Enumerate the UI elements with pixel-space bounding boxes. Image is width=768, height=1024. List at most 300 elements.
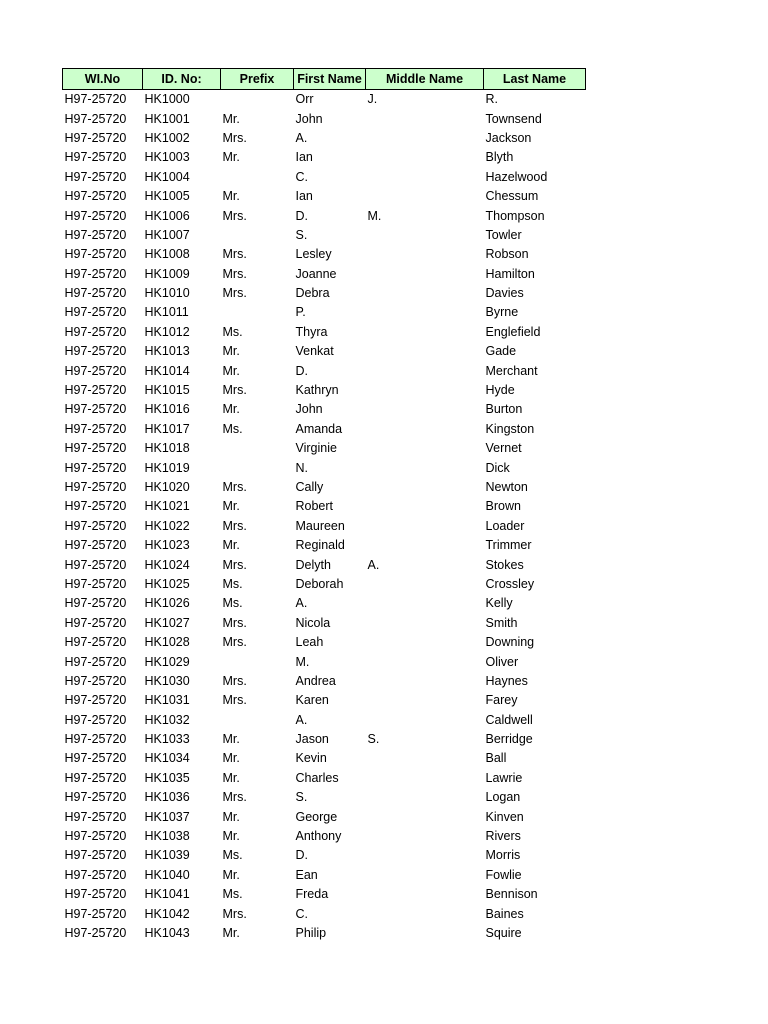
cell-id-no[interactable]: HK1006: [144, 208, 190, 223]
cell-first-name[interactable]: A.: [295, 130, 308, 145]
cell-id-no[interactable]: HK1039: [144, 848, 190, 863]
cell-middle-name[interactable]: [366, 458, 484, 477]
cell-id-no[interactable]: HK1001: [144, 111, 190, 126]
cell-first-name[interactable]: D.: [295, 848, 308, 863]
cell-first-name[interactable]: Joanne: [295, 266, 337, 281]
cell-first-name[interactable]: D.: [295, 363, 308, 378]
cell-last-name[interactable]: Blyth: [485, 150, 514, 165]
cell-prefix[interactable]: Mrs.: [222, 693, 247, 708]
cell-last-name[interactable]: Morris: [485, 848, 521, 863]
cell-last-name[interactable]: Oliver: [485, 654, 519, 669]
cell-first-name[interactable]: Jason: [295, 732, 329, 747]
cell-middle-name[interactable]: [366, 381, 484, 400]
cell-prefix[interactable]: Mr.: [222, 363, 240, 378]
cell-first-name[interactable]: Delyth: [295, 557, 331, 572]
cell-middle-name[interactable]: A.: [367, 557, 380, 572]
cell-prefix[interactable]: Mrs.: [222, 266, 247, 281]
cell-id-no[interactable]: HK1014: [144, 363, 190, 378]
cell-wi-no[interactable]: H97-25720: [64, 441, 127, 456]
cell-prefix[interactable]: Mrs.: [222, 247, 247, 262]
cell-wi-no[interactable]: H97-25720: [64, 712, 127, 727]
cell-prefix[interactable]: [221, 439, 294, 458]
cell-last-name[interactable]: Trimmer: [485, 538, 532, 553]
table-row: [63, 187, 586, 206]
cell-middle-name[interactable]: [366, 614, 484, 633]
cell-last-name[interactable]: Hazelwood: [485, 169, 548, 184]
cell-id-no[interactable]: HK1010: [144, 286, 190, 301]
cell-middle-name[interactable]: [366, 711, 484, 730]
cell-wi-no[interactable]: H97-25720: [64, 189, 127, 204]
cell-middle-name[interactable]: [366, 497, 484, 516]
cell-prefix[interactable]: Mr.: [222, 925, 240, 940]
cell-id-no[interactable]: HK1018: [144, 441, 190, 456]
cell-last-name[interactable]: Logan: [485, 790, 521, 805]
cell-first-name[interactable]: Debra: [295, 286, 330, 301]
cell-first-name[interactable]: John: [295, 402, 323, 417]
cell-last-name[interactable]: Bennison: [485, 887, 538, 902]
cell-first-name[interactable]: Thyra: [295, 324, 328, 339]
cell-middle-name[interactable]: [366, 594, 484, 613]
cell-prefix[interactable]: Mrs.: [222, 518, 247, 533]
cell-prefix[interactable]: Mrs.: [222, 480, 247, 494]
cell-middle-name[interactable]: [366, 652, 484, 671]
cell-prefix[interactable]: Mr.: [222, 111, 240, 126]
cell-middle-name[interactable]: [366, 129, 484, 148]
cell-middle-name[interactable]: S.: [367, 732, 380, 747]
table-row: [63, 749, 586, 768]
cell-id-no[interactable]: HK1002: [144, 130, 190, 145]
cell-prefix[interactable]: [221, 711, 294, 730]
cell-last-name[interactable]: Robson: [485, 247, 529, 262]
cell-middle-name[interactable]: [366, 284, 484, 303]
cell-wi-no[interactable]: H97-25720: [64, 92, 127, 107]
cell-last-name[interactable]: Crossley: [485, 576, 535, 591]
cell-first-name[interactable]: Cally: [295, 480, 324, 494]
table-row: [63, 206, 586, 225]
table-row: [63, 439, 586, 458]
cell-last-name[interactable]: Lawrie: [485, 770, 523, 785]
cell-prefix[interactable]: Mr.: [222, 189, 240, 204]
cell-wi-no[interactable]: H97-25720: [64, 363, 127, 378]
cell-id-no[interactable]: HK1037: [144, 809, 190, 824]
cell-wi-no[interactable]: H97-25720: [64, 130, 127, 145]
cell-id-no[interactable]: HK1043: [144, 925, 190, 940]
table-row: [63, 827, 586, 846]
cell-first-name[interactable]: Leah: [295, 635, 324, 650]
table-row: [63, 148, 586, 167]
cell-id-no[interactable]: HK1026: [144, 596, 190, 611]
cell-wi-no[interactable]: H97-25720: [64, 693, 127, 708]
cell-wi-no[interactable]: H97-25720: [64, 150, 127, 165]
cell-last-name[interactable]: Kelly: [485, 596, 513, 611]
cell-first-name[interactable]: Amanda: [295, 421, 343, 436]
cell-id-no[interactable]: HK1033: [144, 732, 190, 747]
cell-prefix[interactable]: [221, 458, 294, 477]
cell-middle-name[interactable]: [366, 265, 484, 284]
cell-last-name[interactable]: Jackson: [485, 130, 532, 145]
cell-wi-no[interactable]: H97-25720: [64, 790, 127, 805]
cell-first-name[interactable]: Anthony: [295, 829, 342, 844]
cell-prefix[interactable]: Mr.: [222, 867, 240, 882]
table-row: [63, 711, 586, 730]
cell-prefix[interactable]: Ms.: [222, 596, 243, 611]
cell-prefix[interactable]: Mr.: [222, 829, 240, 844]
cell-id-no[interactable]: HK1012: [144, 324, 190, 339]
cell-prefix[interactable]: Mrs.: [222, 130, 247, 145]
table-row: [63, 730, 586, 749]
cell-last-name[interactable]: Squire: [485, 925, 522, 940]
cell-middle-name[interactable]: [366, 788, 484, 807]
cell-prefix[interactable]: [221, 226, 294, 245]
cell-id-no[interactable]: HK1000: [144, 92, 190, 107]
cell-middle-name[interactable]: [366, 323, 484, 342]
cell-last-name[interactable]: Byrne: [485, 305, 519, 320]
table-row: [63, 129, 586, 148]
cell-id-no[interactable]: HK1022: [144, 518, 190, 533]
cell-id-no[interactable]: HK1040: [144, 867, 190, 882]
cell-id-no[interactable]: HK1016: [144, 402, 190, 417]
cell-wi-no[interactable]: H97-25720: [64, 596, 127, 611]
cell-last-name[interactable]: Brown: [485, 499, 521, 514]
cell-last-name[interactable]: Ball: [485, 751, 507, 766]
cell-wi-no[interactable]: H97-25720: [64, 576, 127, 591]
cell-last-name[interactable]: Downing: [485, 635, 535, 650]
cell-first-name[interactable]: Lesley: [295, 247, 332, 262]
cell-id-no[interactable]: HK1027: [144, 615, 190, 630]
cell-wi-no[interactable]: H97-25720: [64, 751, 127, 766]
cell-middle-name[interactable]: [366, 400, 484, 419]
cell-first-name[interactable]: C.: [295, 906, 308, 921]
cell-id-no[interactable]: HK1028: [144, 635, 190, 650]
cell-wi-no[interactable]: H97-25720: [64, 538, 127, 553]
cell-id-no[interactable]: HK1031: [144, 693, 190, 708]
cell-first-name[interactable]: S.: [295, 227, 308, 242]
cell-middle-name[interactable]: [366, 439, 484, 458]
cell-prefix[interactable]: Mrs.: [222, 635, 247, 650]
cell-middle-name[interactable]: [366, 633, 484, 652]
cell-last-name[interactable]: Farey: [485, 693, 518, 708]
cell-id-no[interactable]: HK1021: [144, 499, 190, 514]
header-row: [63, 69, 586, 90]
cell-id-no[interactable]: HK1017: [144, 421, 190, 436]
cell-last-name[interactable]: Dick: [485, 460, 510, 475]
cell-wi-no[interactable]: H97-25720: [64, 286, 127, 301]
cell-prefix[interactable]: Mr.: [222, 150, 240, 165]
cell-first-name[interactable]: S.: [295, 790, 308, 805]
cell-middle-name[interactable]: [366, 846, 484, 865]
cell-middle-name[interactable]: [366, 827, 484, 846]
table-header: [63, 69, 586, 90]
cell-last-name[interactable]: Hamilton: [485, 266, 535, 281]
cell-id-no[interactable]: HK1003: [144, 150, 190, 165]
cell-id-no[interactable]: HK1025: [144, 576, 190, 591]
cell-middle-name[interactable]: [366, 420, 484, 439]
table-row: [63, 400, 586, 419]
cell-wi-no[interactable]: H97-25720: [64, 829, 127, 844]
cell-wi-no[interactable]: H97-25720: [64, 208, 127, 223]
cell-last-name[interactable]: Baines: [485, 906, 524, 921]
cell-prefix[interactable]: Ms.: [222, 576, 243, 591]
cell-wi-no[interactable]: H97-25720: [64, 383, 127, 398]
cell-middle-name[interactable]: [366, 517, 484, 536]
cell-wi-no[interactable]: H97-25720: [64, 673, 127, 688]
table-row: [63, 168, 586, 187]
cell-wi-no[interactable]: H97-25720: [64, 460, 127, 475]
cell-middle-name[interactable]: [366, 187, 484, 206]
cell-last-name[interactable]: Rivers: [485, 829, 521, 844]
cell-last-name[interactable]: Newton: [485, 480, 528, 494]
table-row: [63, 904, 586, 923]
cell-wi-no[interactable]: H97-25720: [64, 402, 127, 417]
cell-first-name[interactable]: Robert: [295, 499, 334, 514]
cell-prefix[interactable]: Mr.: [222, 809, 240, 824]
cell-first-name[interactable]: Venkat: [295, 344, 334, 359]
table-row: [63, 866, 586, 885]
cell-prefix[interactable]: Ms.: [222, 887, 243, 902]
cell-last-name[interactable]: Caldwell: [485, 712, 533, 727]
cell-prefix[interactable]: Mr.: [222, 770, 240, 785]
cell-prefix[interactable]: Ms.: [222, 324, 243, 339]
cell-id-no[interactable]: HK1013: [144, 344, 190, 359]
cell-last-name[interactable]: Berridge: [485, 732, 533, 747]
cell-middle-name[interactable]: [366, 361, 484, 380]
cell-wi-no[interactable]: H97-25720: [64, 421, 127, 436]
cell-middle-name[interactable]: [366, 769, 484, 788]
cell-wi-no[interactable]: H97-25720: [64, 344, 127, 359]
cell-last-name[interactable]: Hyde: [485, 383, 515, 398]
cell-middle-name[interactable]: [366, 148, 484, 167]
cell-last-name[interactable]: Chessum: [485, 189, 539, 204]
cell-middle-name[interactable]: [366, 536, 484, 555]
table-row: [63, 594, 586, 613]
column-header-middle-name[interactable]: Middle Name: [366, 69, 484, 90]
cell-wi-no[interactable]: H97-25720: [64, 887, 127, 902]
cell-middle-name[interactable]: [366, 672, 484, 691]
cell-prefix[interactable]: Mrs.: [222, 615, 247, 630]
cell-id-no[interactable]: HK1036: [144, 790, 190, 805]
cell-middle-name[interactable]: [366, 342, 484, 361]
cell-first-name[interactable]: Deborah: [295, 576, 344, 591]
column-header-last-name[interactable]: Last Name: [484, 69, 586, 90]
cell-middle-name[interactable]: [366, 168, 484, 187]
cell-id-no[interactable]: HK1032: [144, 712, 190, 727]
cell-middle-name[interactable]: [366, 866, 484, 885]
cell-prefix[interactable]: Ms.: [222, 421, 243, 436]
cell-first-name[interactable]: Orr: [295, 92, 314, 107]
cell-first-name[interactable]: M.: [295, 654, 310, 669]
table-row: [63, 245, 586, 264]
cell-first-name[interactable]: George: [295, 809, 338, 824]
name-table: [62, 68, 586, 943]
table-row: [63, 633, 586, 652]
cell-middle-name[interactable]: J.: [367, 92, 378, 107]
cell-prefix[interactable]: Mrs.: [222, 286, 247, 301]
cell-first-name[interactable]: P.: [295, 305, 306, 320]
cell-first-name[interactable]: Karen: [295, 693, 329, 708]
cell-prefix[interactable]: [221, 90, 294, 110]
cell-wi-no[interactable]: H97-25720: [64, 615, 127, 630]
cell-middle-name[interactable]: [366, 303, 484, 322]
cell-first-name[interactable]: A.: [295, 712, 308, 727]
cell-prefix[interactable]: Mrs.: [222, 557, 247, 572]
cell-wi-no[interactable]: H97-25720: [64, 925, 127, 940]
cell-wi-no[interactable]: H97-25720: [64, 499, 127, 514]
cell-middle-name[interactable]: [366, 885, 484, 904]
cell-last-name[interactable]: Haynes: [485, 673, 528, 688]
cell-id-no[interactable]: HK1011: [144, 305, 189, 320]
cell-prefix[interactable]: Mr.: [222, 402, 240, 417]
table-row: [63, 555, 586, 574]
cell-last-name[interactable]: Loader: [485, 518, 525, 533]
table-row: [63, 226, 586, 245]
cell-id-no[interactable]: HK1023: [144, 538, 190, 553]
table-row: [63, 652, 586, 671]
cell-last-name[interactable]: Davies: [485, 286, 524, 301]
cell-first-name[interactable]: Reginald: [295, 538, 345, 553]
cell-middle-name[interactable]: M.: [367, 208, 382, 223]
cell-first-name[interactable]: Philip: [295, 925, 327, 940]
cell-prefix[interactable]: [221, 168, 294, 187]
cell-wi-no[interactable]: H97-25720: [64, 732, 127, 747]
cell-last-name[interactable]: Vernet: [485, 441, 522, 456]
cell-id-no[interactable]: HK1008: [144, 247, 190, 262]
column-header-first-name[interactable]: First Name: [294, 69, 366, 90]
cell-last-name[interactable]: Merchant: [485, 363, 538, 378]
cell-middle-name[interactable]: [366, 691, 484, 710]
cell-last-name[interactable]: Burton: [485, 402, 523, 417]
cell-prefix[interactable]: Mr.: [222, 751, 240, 766]
cell-middle-name[interactable]: [366, 226, 484, 245]
table-row: [63, 517, 586, 536]
cell-first-name[interactable]: Nicola: [295, 615, 331, 630]
cell-wi-no[interactable]: H97-25720: [64, 227, 127, 242]
cell-id-no[interactable]: HK1041: [144, 887, 190, 902]
cell-middle-name[interactable]: [366, 478, 484, 497]
cell-last-name[interactable]: Kingston: [485, 421, 535, 436]
cell-last-name[interactable]: Gade: [485, 344, 517, 359]
cell-first-name[interactable]: John: [295, 111, 323, 126]
cell-first-name[interactable]: A.: [295, 596, 308, 611]
cell-first-name[interactable]: Maureen: [295, 518, 345, 533]
cell-id-no[interactable]: HK1030: [144, 673, 190, 688]
cell-wi-no[interactable]: H97-25720: [64, 867, 127, 882]
cell-id-no[interactable]: HK1019: [144, 460, 190, 475]
cell-prefix[interactable]: [221, 652, 294, 671]
cell-id-no[interactable]: HK1035: [144, 770, 190, 785]
cell-id-no[interactable]: HK1005: [144, 189, 190, 204]
cell-last-name[interactable]: R.: [485, 92, 498, 107]
table-row: [63, 109, 586, 128]
cell-prefix[interactable]: Mr.: [222, 538, 240, 553]
cell-id-no[interactable]: HK1029: [144, 654, 190, 669]
cell-wi-no[interactable]: H97-25720: [64, 111, 127, 126]
cell-middle-name[interactable]: [366, 575, 484, 594]
cell-first-name[interactable]: Ian: [295, 150, 313, 165]
column-header-id-no[interactable]: ID. No:: [143, 69, 221, 90]
cell-first-name[interactable]: Virginie: [295, 441, 337, 456]
table-row: [63, 381, 586, 400]
cell-first-name[interactable]: N.: [295, 460, 308, 475]
cell-wi-no[interactable]: H97-25720: [64, 169, 127, 184]
cell-prefix[interactable]: Mr.: [222, 499, 240, 514]
cell-wi-no[interactable]: H97-25720: [64, 518, 127, 533]
cell-id-no[interactable]: HK1038: [144, 829, 190, 844]
cell-last-name[interactable]: Townsend: [485, 111, 542, 126]
cell-id-no[interactable]: HK1007: [144, 227, 190, 242]
cell-first-name[interactable]: D.: [295, 208, 308, 223]
cell-wi-no[interactable]: H97-25720: [64, 305, 127, 320]
cell-id-no[interactable]: HK1024: [144, 557, 190, 572]
table-row: [63, 536, 586, 555]
cell-prefix[interactable]: [221, 303, 294, 322]
cell-prefix[interactable]: Mrs.: [222, 790, 247, 805]
cell-middle-name[interactable]: [366, 109, 484, 128]
cell-id-no[interactable]: HK1009: [144, 266, 190, 281]
cell-first-name[interactable]: Ian: [295, 189, 313, 204]
cell-last-name[interactable]: Englefield: [485, 324, 541, 339]
column-header-prefix[interactable]: Prefix: [221, 69, 294, 90]
cell-id-no[interactable]: HK1004: [144, 169, 190, 184]
cell-wi-no[interactable]: H97-25720: [64, 266, 127, 281]
spreadsheet: [62, 68, 585, 943]
cell-wi-no[interactable]: H97-25720: [64, 247, 127, 262]
cell-middle-name[interactable]: [366, 749, 484, 768]
cell-first-name[interactable]: C.: [295, 169, 308, 184]
column-header-wi-no[interactable]: WI.No: [63, 69, 143, 90]
cell-first-name[interactable]: Andrea: [295, 673, 336, 688]
cell-last-name[interactable]: Smith: [485, 615, 518, 630]
cell-wi-no[interactable]: H97-25720: [64, 848, 127, 863]
cell-wi-no[interactable]: H97-25720: [64, 635, 127, 650]
cell-prefix[interactable]: Mrs.: [222, 673, 247, 688]
cell-last-name[interactable]: Fowlie: [485, 867, 522, 882]
cell-wi-no[interactable]: H97-25720: [64, 770, 127, 785]
cell-wi-no[interactable]: H97-25720: [64, 480, 127, 494]
cell-id-no[interactable]: HK1020: [144, 480, 190, 494]
cell-wi-no[interactable]: H97-25720: [64, 809, 127, 824]
cell-wi-no[interactable]: H97-25720: [64, 324, 127, 339]
cell-middle-name[interactable]: [366, 807, 484, 826]
cell-middle-name[interactable]: [366, 904, 484, 923]
table-row: [63, 265, 586, 284]
cell-first-name[interactable]: Freda: [295, 887, 329, 902]
cell-first-name[interactable]: Charles: [295, 770, 339, 785]
table-row: [63, 303, 586, 322]
cell-first-name[interactable]: Kevin: [295, 751, 327, 766]
cell-last-name[interactable]: Stokes: [485, 557, 524, 572]
cell-first-name[interactable]: Kathryn: [295, 383, 339, 398]
cell-prefix[interactable]: Mr.: [222, 344, 240, 359]
cell-wi-no[interactable]: H97-25720: [64, 557, 127, 572]
cell-last-name[interactable]: Towler: [485, 227, 522, 242]
cell-id-no[interactable]: HK1034: [144, 751, 190, 766]
cell-id-no[interactable]: HK1015: [144, 383, 190, 398]
cell-last-name[interactable]: Thompson: [485, 208, 545, 223]
cell-wi-no[interactable]: H97-25720: [64, 654, 127, 669]
cell-wi-no[interactable]: H97-25720: [64, 906, 127, 921]
cell-id-no[interactable]: HK1042: [144, 906, 190, 921]
cell-middle-name[interactable]: [366, 924, 484, 943]
cell-prefix[interactable]: Ms.: [222, 848, 243, 863]
cell-prefix[interactable]: Mrs.: [222, 208, 247, 223]
cell-prefix[interactable]: Mrs.: [222, 383, 247, 398]
cell-prefix[interactable]: Mr.: [222, 732, 240, 747]
cell-first-name[interactable]: Ean: [295, 867, 318, 882]
cell-prefix[interactable]: Mrs.: [222, 906, 247, 921]
table-row: [63, 807, 586, 826]
cell-last-name[interactable]: Kinven: [485, 809, 524, 824]
cell-middle-name[interactable]: [366, 245, 484, 264]
